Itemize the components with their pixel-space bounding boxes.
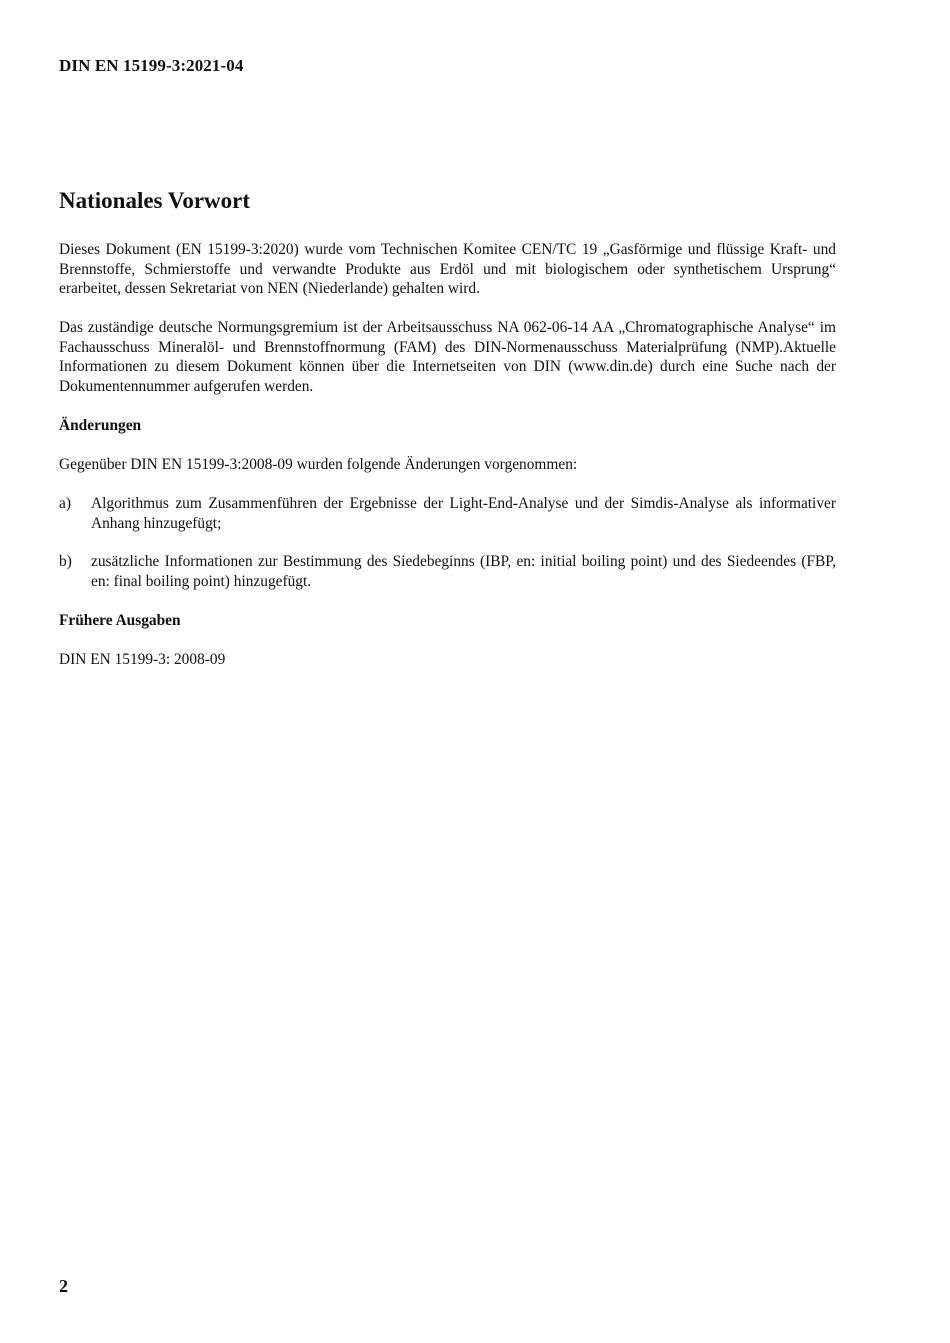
list-item (59, 494, 836, 533)
previous-editions-text: DIN EN 15199-3: 2008-09 (59, 651, 226, 669)
document-id-header: DIN EN 15199-3:2021-04 (59, 56, 244, 75)
list-item-marker: a) (59, 494, 71, 512)
page-title: Nationales Vorwort (59, 188, 251, 213)
changes-list (59, 494, 836, 592)
document-body (59, 240, 836, 689)
list-item (59, 552, 836, 591)
paragraph-national-body: Das zuständige deutsche Normungsgremium ist der Arbeitsausschuss NA 062-06-14 AA „Chromatographische Analyse“ im Fachausschuss Mineralöl- und Brennstoffnormung (FAM) des DIN-Normenausschuss Materialprüfung (NMP).Aktuelle Informationen zu diesem Dokument können über die Internetseiten von DIN (www.din.de) durch eine Suche nach der Dokumentennummer aufgerufen werden. (59, 319, 836, 395)
changes-heading: Änderungen (59, 416, 142, 434)
list-item-marker: b) (59, 553, 72, 571)
document-page (59, 0, 836, 1343)
paragraph-committee: Dieses Dokument (EN 15199-3:2020) wurde vom Technischen Komitee CEN/TC 19 „Gasförmige und flüssige Kraft- und Brennstoffe, Schmierstoffe und verwandte Produkte aus Erdöl und mit biologischem oder synthetischem Ursprung“ erarbeitet, dessen Sekretariat von NEN (Niederlande) gehalten wird. (59, 241, 836, 298)
list-item-text: zusätzliche Informationen zur Bestimmung des Siedebeginns (IBP, en: initial boiling point) und des Siedeendes (FBP, en: final boiling point) hinzugefügt. (91, 553, 836, 591)
previous-editions-heading: Frühere Ausgaben (59, 612, 181, 630)
list-item-text: Algorithmus zum Zusammenführen der Ergebnisse der Light-End-Analyse und der Simdis-Analyse als informativer Anhang hinzugefügt; (91, 494, 836, 532)
changes-intro: Gegenüber DIN EN 15199-3:2008-09 wurden folgende Änderungen vorgenommen: (59, 455, 578, 473)
page-number: 2 (59, 1276, 68, 1296)
